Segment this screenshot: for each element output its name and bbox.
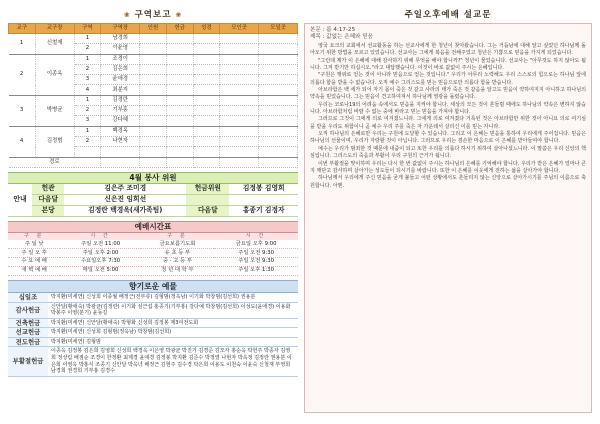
district-head: 윤애경	[101, 75, 140, 85]
sermon-paragraph: 아브라함은 백 세가 되어 자기 몸이 죽은 것 같고 사라의 태가 죽은 것 같음을 알고도 믿음이 약하여지지 아니하고 하나님의 약속을 믿었습니다. 그는 믿음이 견고하여져서 하나님께 영광을 돌렸습니다.	[310, 87, 586, 101]
offering-category: 십일조	[8, 293, 48, 302]
district-empty-cell	[193, 54, 220, 64]
district-empty-cell	[259, 126, 298, 136]
district-empty-cell	[220, 106, 259, 116]
offering-row	[8, 337, 298, 347]
sermon-paragraph: 그러므로 그것이 그에게 의로 여겨졌느니라. 그에게 의로 여겨졌다 기록된 것은 아브라함만 위한 것이 아니요 의로 여기심을 받을 우리도 위함이니 곧 예수 우리 주를 죽은 자 가운데서 살리신 이를 믿는 자니라.	[310, 116, 586, 130]
district-head: 기부홍	[101, 106, 140, 116]
district-empty-cell	[193, 64, 220, 74]
offering-category: 감사헌금	[8, 302, 48, 318]
district-footer-row	[9, 157, 298, 167]
duty-row	[8, 194, 298, 205]
district-empty-cell	[259, 85, 298, 95]
duty-band	[8, 172, 298, 184]
service-name: 유 초 등 부	[141, 249, 214, 258]
district-row	[9, 126, 298, 136]
district-empty-cell	[220, 64, 259, 74]
offering-category: 전도헌금	[8, 337, 48, 347]
duty-role: 본당	[32, 205, 64, 216]
district-empty-cell	[166, 136, 193, 146]
district-number: 2	[74, 136, 101, 146]
district-empty-cell	[101, 157, 140, 167]
service-time: 주일 오전 11:00	[60, 240, 140, 248]
duty-row	[8, 184, 298, 195]
district-empty-cell	[220, 75, 259, 85]
district-head	[101, 147, 140, 157]
service-name: 주 일 오 후	[8, 249, 60, 258]
duty-role: 다음달	[186, 205, 229, 216]
district-report-title	[8, 8, 298, 20]
district-empty-cell	[166, 64, 193, 74]
district-col-header: 인원	[140, 24, 167, 34]
offering-row	[8, 328, 298, 338]
offering-row	[8, 318, 298, 328]
offering-category: 건축헌금	[8, 318, 48, 328]
duty-table	[8, 184, 298, 217]
flower-icon: ❀	[175, 11, 183, 19]
district-number: 1	[74, 34, 101, 44]
offerings-body	[8, 293, 298, 376]
district-empty-cell	[166, 34, 193, 44]
duty-role: 다음달	[32, 194, 64, 205]
duty-names: 홍종기 김정자	[229, 205, 298, 216]
service-times-body	[8, 240, 298, 275]
sermon-box	[304, 23, 592, 413]
district-empty-cell	[259, 64, 298, 74]
district-report-title-text: 구역보고	[134, 10, 172, 20]
offering-row	[8, 347, 298, 376]
district-empty-cell	[220, 54, 259, 64]
district-empty-cell	[220, 126, 259, 136]
offering-names: 박지환(미세연) 김형범	[48, 337, 298, 347]
parish-leader: 박병균	[35, 95, 74, 126]
service-time: 주일 오후 2:00	[60, 249, 140, 258]
district-row	[9, 95, 298, 105]
district-empty-cell	[166, 147, 193, 157]
offering-category: 선교헌금	[8, 328, 48, 338]
district-col-header: 성경	[193, 24, 220, 34]
sermon-paragraph: "그런데 제가 이 은혜에 대해 감사하기 위해 무엇을 해야 합니까?" 청년이 물었습니다. 선교사는 "아무것도 하지 않아도 됩니다. 그저 받기만 하십시오."라고 대답했습니다. 이것이 바로 값없이 주시는 은혜입니다.	[310, 57, 586, 72]
district-head: 이윤영	[101, 44, 140, 54]
district-empty-cell	[140, 85, 167, 95]
sermon-paragraph: 이번 부활절을 맞이하며 우리는 다시 한 번 값없이 주시는 하나님의 은혜를 기억해야 합니다. 우리가 받은 은혜가 얼마나 큰지 깨닫고 감사하며 살아가는 성도들이 되시기를 바랍니다. 또한 이 은혜를 이웃에게 전하는 삶을 살아가야 합니다.	[310, 160, 586, 174]
district-head: 조경이	[101, 54, 140, 64]
service-times-title: 예배시간표	[134, 221, 172, 231]
service-col-header: 구 분	[8, 233, 60, 241]
district-empty-cell	[220, 34, 259, 44]
district-empty-cell	[140, 34, 167, 44]
district-head: 백경옥	[101, 126, 140, 136]
district-row	[9, 34, 298, 44]
service-row	[8, 249, 298, 258]
service-time: 주일 오후 1:30	[214, 267, 298, 276]
district-empty-cell	[193, 106, 220, 116]
duty-names: 신은진 임희선	[64, 194, 186, 205]
duty-role: 헌금위원	[186, 184, 229, 195]
district-empty-cell	[259, 157, 298, 167]
sermon-subject: 제목 : 값없는 은혜와 믿음	[310, 34, 374, 40]
service-col-header: 구 분	[141, 233, 214, 241]
service-row	[8, 267, 298, 276]
district-empty-cell	[193, 136, 220, 146]
district-empty-cell	[193, 85, 220, 95]
district-empty-cell	[193, 75, 220, 85]
offering-names: 이종옥 김정봉 김은희 김영희 신성희 백경옥 이은영 박광균 박진기 김경준 김모자 홍순옥 탁헌주 박종자 김영희 정상림 배점순 조경이 한정환 최제경 윤애경 김정봉 박지환 김준수 박정열 나현자 박옥정 김정란 권용분 이은희 이영옥 박홍식 조종기 신안달 박옥녀 배정근 김현주 김수경 탁은희 이용도 이천숙 이윤숙 신철재 부영희 남경희 권경희 기부홍 김경수	[48, 347, 298, 376]
sermon-paragraph: 하나님께서 우리에게 주신 믿음을 굳게 붙들고 어떤 상황에서도 흔들리지 않는 신앙으로 살아가시기를 주님의 이름으로 축원합니다. 아멘.	[310, 175, 586, 189]
district-number: 2	[74, 106, 101, 116]
district-head: 남경희	[101, 34, 140, 44]
district-empty-cell	[259, 95, 298, 105]
district-empty-cell	[140, 95, 167, 105]
offerings-title: 향기로운 예물	[129, 281, 177, 291]
service-name: 중 · 고 등 부	[141, 258, 214, 267]
district-col-header: 모인곳	[220, 24, 259, 34]
service-times-band	[8, 221, 298, 233]
district-empty-cell	[259, 75, 298, 85]
duty-names: 김정란 백경옥(새가족팀)	[64, 205, 186, 216]
offering-names: 박지환(미세연) 신성희 김형범(정옥남) 박창범(김선희)	[48, 328, 298, 338]
district-empty-cell	[140, 147, 167, 157]
sermon-paragraph: 오직 하나님의 은혜로만 우리는 구원에 도달할 수 있습니다. 그리고 이 은혜는 믿음을 통하여 우리에게 주어집니다. 믿음은 하나님의 선물이며, 우리가 자랑할 것이 아닙니다. 그러므로 우리는 겸손한 마음으로 이 은혜를 받아들여야 합니다.	[310, 131, 586, 145]
district-col-header: 헌금	[166, 24, 193, 34]
district-empty-cell	[166, 126, 193, 136]
service-times-table	[8, 233, 298, 276]
district-number: 1	[74, 126, 101, 136]
service-time: 매일 오전 5:00	[60, 267, 140, 276]
duty-title: 4월 봉사 위원	[129, 172, 177, 182]
district-empty-cell	[220, 44, 259, 54]
district-empty-cell	[220, 157, 259, 167]
district-empty-cell	[166, 116, 193, 126]
district-empty-cell	[193, 147, 220, 157]
district-empty-cell	[140, 44, 167, 54]
service-name: 금요보름기도회	[141, 240, 214, 248]
parish-leader: 이종옥	[35, 54, 74, 95]
district-empty-cell	[166, 95, 193, 105]
service-row	[8, 240, 298, 248]
parish-number: 4	[9, 126, 36, 157]
service-name: 수 요 예 배	[8, 258, 60, 267]
flower-icon: ❀	[123, 11, 131, 19]
sermon-paragraph: 예수는 우리가 범죄한 것 때문에 내줌이 되고 또한 우리를 의롭다 하시기 위하여 살아나셨느니라. 이 말씀은 우리 신앙의 핵심입니다. 그리스도의 죽음과 부활이 우리 구원의 근거가 됩니다.	[310, 145, 586, 160]
district-table	[8, 23, 298, 168]
service-name: 새 벽 예 배	[8, 267, 60, 276]
service-row	[8, 258, 298, 267]
service-name: 청 년 대 학 부	[141, 267, 214, 276]
district-empty-cell	[220, 147, 259, 157]
district-number: 3	[74, 75, 101, 85]
district-number: 4	[74, 85, 101, 95]
district-empty-cell	[166, 44, 193, 54]
offerings-table	[8, 293, 298, 377]
district-empty-cell	[166, 85, 193, 95]
parish-number: 2	[9, 54, 36, 95]
district-empty-cell	[220, 95, 259, 105]
service-col-header: 시 간	[60, 233, 140, 241]
district-col-header: 교구	[9, 24, 36, 34]
parish-leader: 김정범	[35, 126, 74, 157]
district-empty-cell	[140, 157, 167, 167]
district-empty-cell	[166, 75, 193, 85]
offering-names: 신안달(황애숙) 박광균(김정란) 이기화 심근섭 홍종기(기부홍) 강다예 박창범(김선희) 이성도(윤애경) 이용화 박봉주 이영(분기) 윤동길	[48, 302, 298, 318]
parish-leader: 신철재	[35, 34, 74, 55]
service-name: 주 일 낮	[8, 240, 60, 248]
duty-names: 김정봉 김영희	[229, 184, 298, 195]
district-col-header: 모일곳	[259, 24, 298, 34]
district-empty-cell	[166, 157, 193, 167]
service-time: 주일 오전 9:30	[214, 249, 298, 258]
district-empty-cell	[193, 116, 220, 126]
district-table-header	[9, 24, 298, 34]
district-empty-cell	[220, 116, 259, 126]
district-empty-cell	[193, 157, 220, 167]
sermon-paragraph: 우리는 코로나19의 어려움 속에서도 믿음을 지켜야 합니다. 세상의 모든 것이 흔들릴 때에도 하나님의 약속은 변하지 않습니다. 아브라함처럼 바랄 수 없는 중에 바라고 믿는 믿음을 가져야 합니다.	[310, 101, 586, 116]
sermon-body	[310, 43, 586, 190]
service-times-header	[8, 233, 298, 241]
sermon-title: 주일오후예배 설교문	[404, 10, 492, 20]
offerings-band	[8, 280, 298, 293]
left-column	[8, 8, 298, 377]
service-time: 수요일오후 7:30	[60, 258, 140, 267]
offering-names: 박지환(미세연) 신성희 이종월 배정근(전부류) 김형범(정옥남) 이기화 박창범(김선희) 권용분	[48, 293, 298, 302]
parish-number: 3	[9, 95, 36, 126]
district-empty-cell	[140, 64, 167, 74]
district-empty-cell	[220, 85, 259, 95]
district-col-header: 구역장	[101, 24, 140, 34]
district-head: 최분지	[101, 85, 140, 95]
district-empty-cell	[193, 126, 220, 136]
service-time: 금요일 오후 9:00	[214, 240, 298, 248]
district-number: 3	[74, 116, 101, 126]
district-empty-cell	[193, 95, 220, 105]
district-empty-cell	[140, 136, 167, 146]
district-empty-cell	[140, 116, 167, 126]
district-head: 강다혜	[101, 116, 140, 126]
offering-category: 부활절헌금	[8, 347, 48, 376]
duty-label-guide: 안내	[8, 184, 32, 217]
duty-names	[229, 194, 298, 205]
district-col-header: 구역	[74, 24, 101, 34]
sermon-passage: 본문 : 롬 4:17-25	[310, 27, 356, 33]
district-number	[74, 147, 101, 157]
district-number: 2	[74, 64, 101, 74]
right-column	[304, 8, 592, 420]
duty-role	[186, 194, 229, 205]
district-empty-cell	[193, 44, 220, 54]
district-empty-cell	[220, 136, 259, 146]
district-table-body	[9, 34, 298, 168]
offering-names: 박지환(미세연) 신안달(황애숙) 박형화 신성희 김정봉 제3여전도회	[48, 318, 298, 328]
offering-row	[8, 293, 298, 302]
district-row	[9, 54, 298, 64]
duty-row	[8, 205, 298, 216]
sermon-paragraph: 영국 요크의 교회에서 선교활동을 하는 선교사에게 한 청년이 찾아왔습니다. 그는 거듭남에 대해 알고 싶었던 하나님께 돌아오기 위한 방법을 모르고 있었습니다. 선교사는 그에게 복음을 전해주었고 청년은 기쁨으로 믿음을 가지게 되었습니다.	[310, 43, 586, 57]
district-empty-cell	[259, 44, 298, 54]
district-head: 김은희	[101, 64, 140, 74]
district-empty-cell	[259, 147, 298, 157]
parish-number: 1	[9, 34, 36, 55]
service-col-header: 시 간	[214, 233, 298, 241]
district-head: 나현자	[101, 136, 140, 146]
district-empty-cell	[166, 106, 193, 116]
district-empty-cell	[140, 75, 167, 85]
district-empty-cell	[259, 54, 298, 64]
district-empty-cell	[259, 116, 298, 126]
district-col-header: 교구장	[35, 24, 74, 34]
district-empty-cell	[259, 136, 298, 146]
duty-role: 헌관	[32, 184, 64, 195]
district-empty-cell	[140, 126, 167, 136]
offering-row	[8, 302, 298, 318]
district-head: 김경란	[101, 95, 140, 105]
district-empty-cell	[166, 54, 193, 64]
district-footer-label: 경로	[9, 157, 101, 167]
district-empty-cell	[140, 54, 167, 64]
district-number: 1	[74, 95, 101, 105]
duty-names: 김은주 조미경	[64, 184, 186, 195]
district-empty-cell	[193, 34, 220, 44]
sermon-paragraph: "구원은 행위로 얻는 것이 아니라 믿음으로 얻는 것입니다." 우리가 아무리 노력해도 우리 스스로의 힘으로는 하나님 앞에 의롭다 함을 받을 수 없습니다. 오직 예수 그리스도를 믿는 믿음으로만 의롭다 함을 받습니다.	[310, 72, 586, 86]
service-time: 주일 오전 9:30	[214, 258, 298, 267]
district-number: 1	[74, 54, 101, 64]
district-empty-cell	[259, 106, 298, 116]
district-empty-cell	[140, 106, 167, 116]
district-empty-cell	[259, 34, 298, 44]
district-number: 2	[74, 44, 101, 54]
